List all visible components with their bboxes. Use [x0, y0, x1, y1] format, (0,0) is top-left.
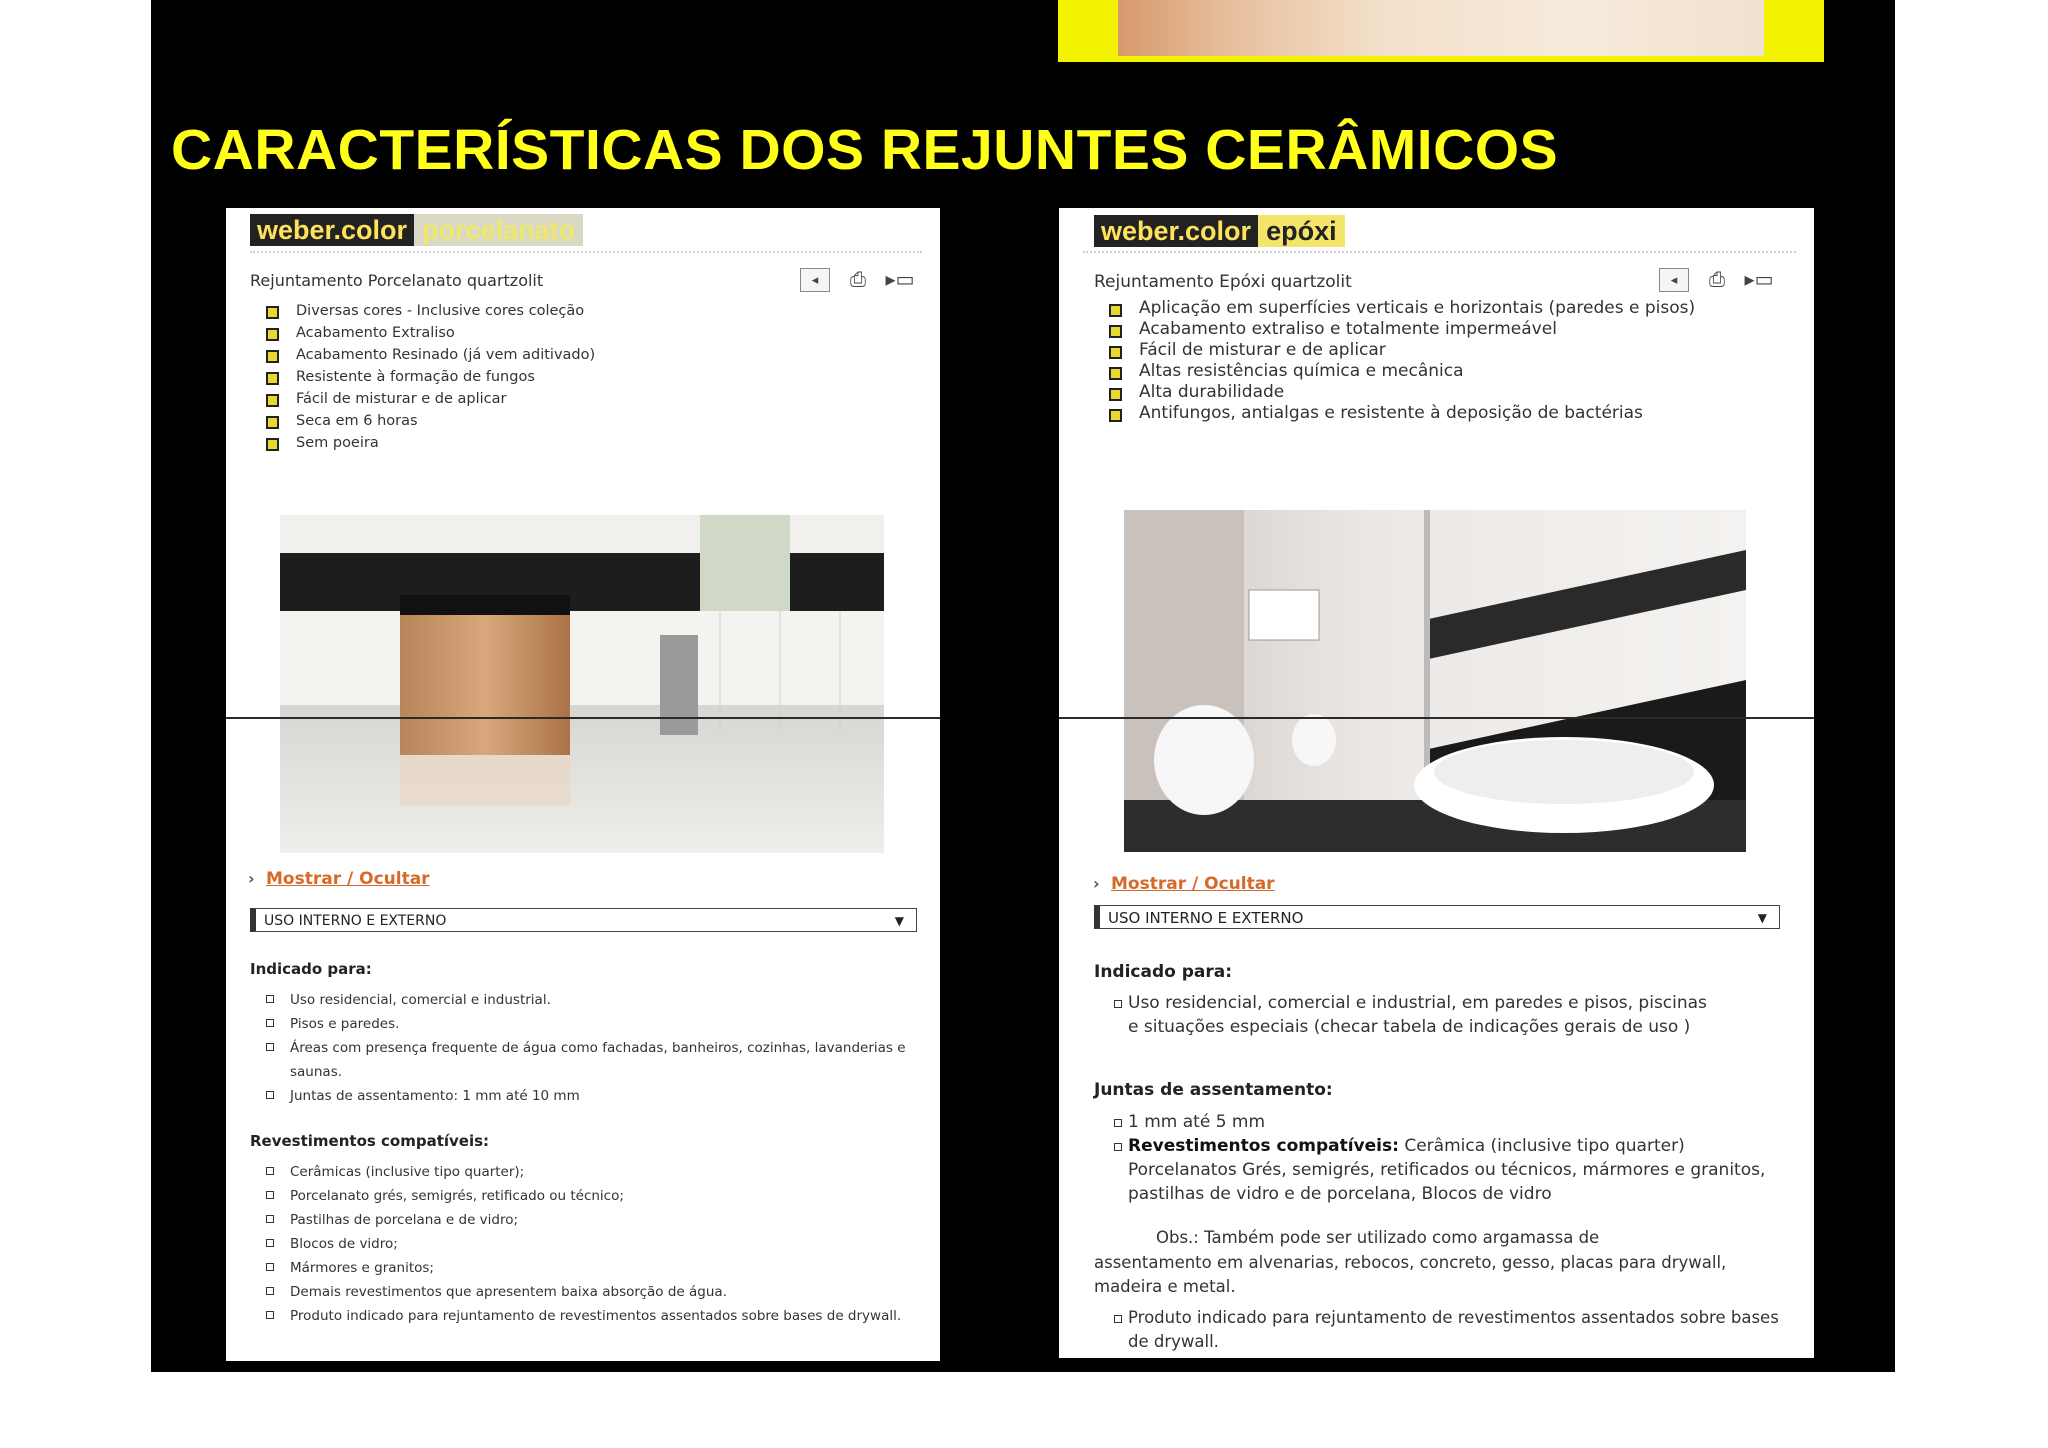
brand-variant: porcelanato: [414, 214, 583, 246]
usage-select[interactable]: [1094, 905, 1780, 929]
juntas-list: [1094, 1110, 1784, 1206]
brand-name: weber.color: [250, 214, 414, 246]
list-item: Áreas com presença frequente de água como fachadas, banheiros, cozinhas, lavanderias e saunas.: [250, 1036, 910, 1084]
brand-variant: epóxi: [1258, 215, 1345, 247]
top-photo-frame: [1058, 0, 1824, 62]
list-item: 1 mm até 5 mm: [1094, 1110, 1784, 1134]
obs-line-2: assentamento em alvenarias, rebocos, concreto, gesso, placas para drywall, madeira e metal.: [1094, 1252, 1727, 1296]
usage-select-value: USO INTERNO E EXTERNO: [264, 913, 447, 929]
list-item: Demais revestimentos que apresentem baixa absorção de água.: [250, 1280, 910, 1304]
obs-line-1: Obs.: Também pode ser utilizado como argamassa de: [1156, 1228, 1600, 1247]
revestimentos-label: Revestimentos compatíveis:: [1128, 1136, 1399, 1156]
kitchen-photo: [280, 515, 884, 853]
chevron-right-icon: ›: [1093, 874, 1100, 893]
feature-item: Antifungos, antialgas e resistente à deposição de bactérias: [1109, 403, 1759, 424]
indicado-list: [250, 988, 910, 1108]
feature-list: [266, 300, 595, 454]
brand-name: weber.color: [1094, 215, 1258, 247]
revestimentos-heading: Revestimentos compatíveis:: [250, 1132, 490, 1150]
chevron-down-icon: ▼: [894, 914, 904, 928]
page-title: CARACTERÍSTICAS DOS REJUNTES CERÂMICOS: [171, 118, 1559, 182]
chevron-down-icon: ▼: [1757, 911, 1767, 925]
list-item: Produto indicado para rejuntamento de revestimentos assentados sobre bases de drywall.: [1094, 1306, 1784, 1354]
usage-select[interactable]: [250, 908, 917, 932]
list-item: Mármores e granitos;: [250, 1256, 910, 1280]
feature-item: Aplicação em superfícies verticais e horizontais (paredes e pisos): [1109, 298, 1759, 319]
brand-logo: [1094, 215, 1345, 247]
separator-line: [226, 717, 940, 719]
toggle-link[interactable]: Mostrar / Ocultar: [266, 869, 430, 889]
panel-porcelanato: [226, 208, 940, 1361]
feature-item: Altas resistências química e mecânica: [1109, 361, 1759, 382]
list-item: Uso residencial, comercial e industrial.: [250, 988, 910, 1012]
brand-logo: [250, 214, 583, 246]
product-subtitle: Rejuntamento Porcelanato quartzolit: [250, 271, 544, 290]
panel-epoxi: [1059, 208, 1814, 1358]
revestimentos-text: Cerâmica (inclusive tipo quarter) Porcelanatos Grés, semigrés, retificados ou técnicos, mármores e granitos, pastilhas de vidro e de porcelana, Blocos de vidro: [1128, 1136, 1766, 1204]
list-item: Pisos e paredes.: [250, 1012, 910, 1036]
list-item: Blocos de vidro;: [250, 1232, 910, 1256]
list-item: Porcelanato grés, semigrés, retificado ou técnico;: [250, 1184, 910, 1208]
print-icon[interactable]: ⎙: [1709, 267, 1725, 291]
indicado-heading: Indicado para:: [250, 960, 372, 978]
indicado-line-1: Uso residencial, comercial e industrial, em paredes e pisos, piscinas: [1128, 993, 1707, 1013]
feature-item: Acabamento extraliso e totalmente impermeável: [1109, 319, 1759, 340]
feature-item: Fácil de misturar e de aplicar: [1109, 340, 1759, 361]
toggle-link[interactable]: Mostrar / Ocultar: [1111, 874, 1275, 894]
list-item: Juntas de assentamento: 1 mm até 10 mm: [250, 1084, 910, 1108]
top-photo: [1118, 0, 1764, 56]
revestimentos-list: [250, 1160, 910, 1328]
bathroom-photo: [1124, 510, 1746, 852]
indicado-list: [1094, 991, 1784, 1039]
list-item: Produto indicado para rejuntamento de revestimentos assentados sobre bases de drywall.: [250, 1304, 910, 1328]
prev-icon[interactable]: ◂: [800, 268, 830, 292]
indicado-line-2: e situações especiais (checar tabela de indicações gerais de uso ): [1128, 1017, 1691, 1037]
toolbar: [800, 268, 914, 292]
feature-item: Acabamento Extraliso: [266, 322, 595, 344]
feature-item: Seca em 6 horas: [266, 410, 595, 432]
indicado-heading: Indicado para:: [1094, 962, 1233, 982]
juntas-heading: Juntas de assentamento:: [1094, 1080, 1333, 1100]
feature-item: Resistente à formação de fungos: [266, 366, 595, 388]
product-subtitle: Rejuntamento Epóxi quartzolit: [1094, 272, 1352, 292]
feature-list: [1109, 298, 1759, 424]
feature-item: Diversas cores - Inclusive cores coleção: [266, 300, 595, 322]
print-icon[interactable]: ⎙: [850, 267, 866, 291]
next-icon[interactable]: ▸▭: [885, 267, 915, 291]
divider: [250, 251, 922, 253]
prev-icon[interactable]: ◂: [1659, 268, 1689, 292]
obs-note: [1094, 1226, 1794, 1300]
divider: [1083, 251, 1796, 253]
produto-list: [1094, 1306, 1784, 1354]
list-item: Cerâmicas (inclusive tipo quarter);: [250, 1160, 910, 1184]
list-item: [1094, 1134, 1784, 1206]
toolbar: [1659, 268, 1773, 292]
separator-line: [1059, 717, 1814, 719]
feature-item: Alta durabilidade: [1109, 382, 1759, 403]
feature-item: Acabamento Resinado (já vem aditivado): [266, 344, 595, 366]
list-item: Pastilhas de porcelana e de vidro;: [250, 1208, 910, 1232]
feature-item: Sem poeira: [266, 432, 595, 454]
feature-item: Fácil de misturar e de aplicar: [266, 388, 595, 410]
next-icon[interactable]: ▸▭: [1744, 267, 1774, 291]
list-item: [1094, 991, 1784, 1039]
chevron-right-icon: ›: [248, 869, 255, 888]
usage-select-value: USO INTERNO E EXTERNO: [1108, 909, 1304, 927]
